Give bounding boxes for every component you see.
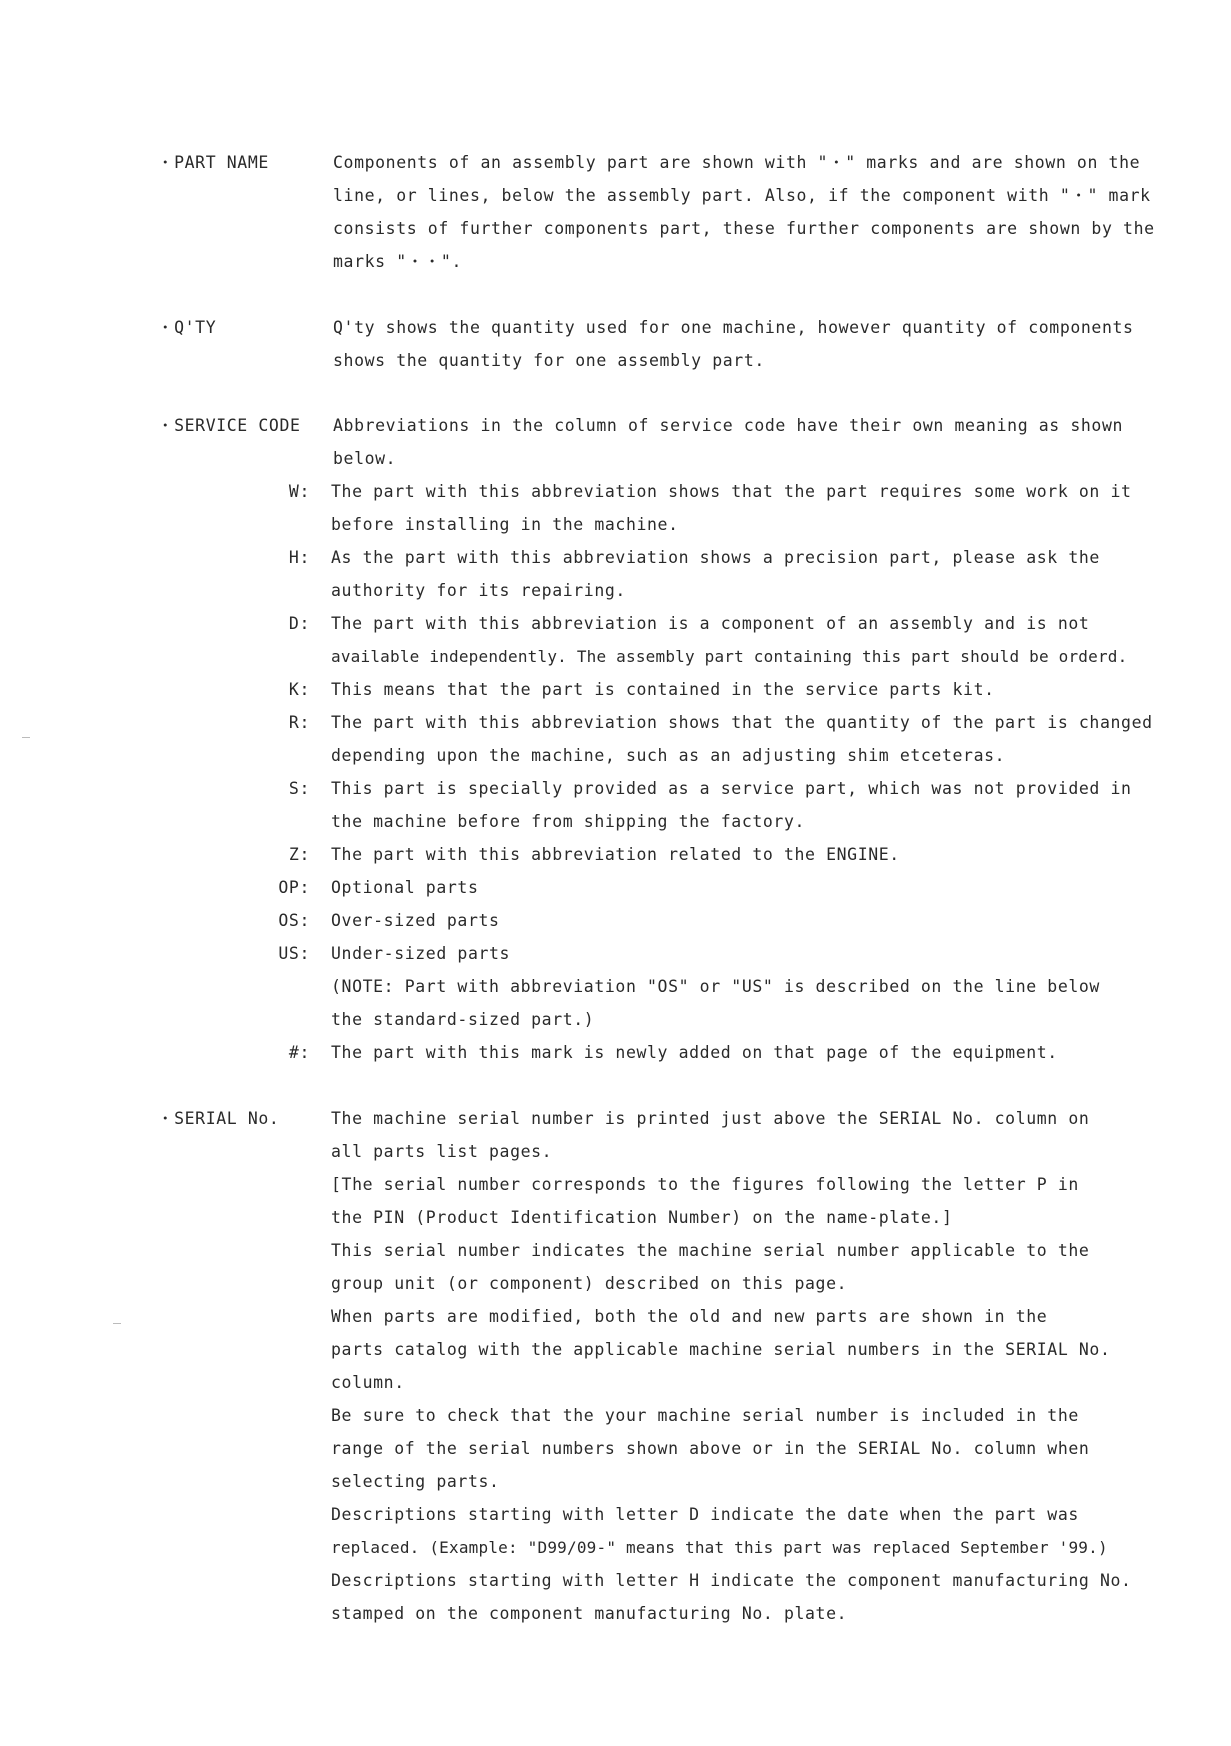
part-name-text: line, or lines, below the assembly part. Also, if the component with "・" mark (333, 186, 1151, 205)
serial-no-text: Be sure to check that the your machine serial number is included in the (331, 1406, 1079, 1425)
serial-no-text: selecting parts. (331, 1472, 500, 1491)
service-code-hash-text: The part with this mark is newly added on that page of the equipment. (331, 1043, 1058, 1062)
service-code-intro: Abbreviations in the column of service code have their own meaning as shown (333, 416, 1124, 435)
service-code-s-text: the machine before from shipping the factory. (331, 812, 806, 831)
serial-no-text: Descriptions starting with letter H indicate the component manufacturing No. (331, 1571, 1132, 1590)
scan-mark (113, 1323, 121, 1324)
service-code-d-text: The part with this abbreviation is a component of an assembly and is not (331, 614, 1090, 633)
scan-mark (22, 737, 30, 738)
part-name-text: Components of an assembly part are shown with "・" marks and are shown on the (333, 153, 1141, 172)
service-code-d: D: (288, 614, 310, 633)
service-code-s: S: (288, 779, 310, 798)
service-code-intro: below. (333, 449, 397, 468)
service-code-r: R: (288, 713, 310, 732)
service-code-k: K: (288, 680, 310, 699)
service-code-h-text: As the part with this abbreviation shows a precision part, please ask the (331, 548, 1100, 567)
service-code-w: W: (288, 482, 310, 501)
part-name-label: ・PART NAME (157, 153, 269, 172)
service-code-w-text: The part with this abbreviation shows that the part requires some work on it (331, 482, 1132, 501)
serial-no-text: replaced. (Example: "D99/09-" means that this part was replaced September '99.) (331, 1538, 1108, 1557)
serial-no-label: ・SERIAL No. (157, 1109, 280, 1128)
serial-no-text: column. (331, 1373, 405, 1392)
service-code-z: Z: (288, 845, 310, 864)
service-code-h-text: authority for its repairing. (331, 581, 626, 600)
service-code-op: OP: (278, 878, 310, 897)
service-code-us-text: Under-sized parts (331, 944, 511, 963)
serial-no-text: The machine serial number is printed just above the SERIAL No. column on (331, 1109, 1090, 1128)
serial-no-text: all parts list pages. (331, 1142, 553, 1161)
serial-no-text: parts catalog with the applicable machine serial numbers in the SERIAL No. (331, 1340, 1111, 1359)
serial-no-text: [The serial number corresponds to the figures following the letter P in (331, 1175, 1079, 1194)
part-name-text: consists of further components part, these further components are shown by the (333, 219, 1155, 238)
service-code-d-text: available independently. The assembly part containing this part should be orderd. (331, 647, 1128, 666)
service-code-us-note: (NOTE: Part with abbreviation "OS" or "US" is described on the line below (331, 977, 1100, 996)
service-code-h: H: (288, 548, 310, 567)
part-name-text: marks "・・". (333, 252, 463, 271)
service-code-w-text: before installing in the machine. (331, 515, 679, 534)
serial-no-text: range of the serial numbers shown above or in the SERIAL No. column when (331, 1439, 1090, 1458)
service-code-us-note: the standard-sized part.) (331, 1010, 595, 1029)
service-code-r-text: The part with this abbreviation shows that the quantity of the part is changed (331, 713, 1153, 732)
qty-text: Q'ty shows the quantity used for one machine, however quantity of components (333, 318, 1134, 337)
service-code-s-text: This part is specially provided as a service part, which was not provided in (331, 779, 1132, 798)
serial-no-text: the PIN (Product Identification Number) on the name-plate.] (331, 1208, 953, 1227)
serial-no-text: group unit (or component) described on this page. (331, 1274, 848, 1293)
service-code-hash: #: (288, 1043, 310, 1062)
service-code-k-text: This means that the part is contained in the service parts kit. (331, 680, 995, 699)
service-code-os-text: Over-sized parts (331, 911, 500, 930)
serial-no-text: This serial number indicates the machine serial number applicable to the (331, 1241, 1090, 1260)
service-code-z-text: The part with this abbreviation related to the ENGINE. (331, 845, 900, 864)
service-code-us: US: (278, 944, 310, 963)
serial-no-text: When parts are modified, both the old and new parts are shown in the (331, 1307, 1048, 1326)
serial-no-text: Descriptions starting with letter D indicate the date when the part was (331, 1505, 1079, 1524)
service-code-os: OS: (278, 911, 310, 930)
service-code-r-text: depending upon the machine, such as an adjusting shim etceteras. (331, 746, 1006, 765)
qty-label: ・Q'TY (157, 318, 217, 337)
serial-no-text: stamped on the component manufacturing No. plate. (331, 1604, 848, 1623)
qty-text: shows the quantity for one assembly part. (333, 351, 765, 370)
service-code-label: ・SERVICE CODE (157, 416, 301, 435)
service-code-op-text: Optional parts (331, 878, 479, 897)
